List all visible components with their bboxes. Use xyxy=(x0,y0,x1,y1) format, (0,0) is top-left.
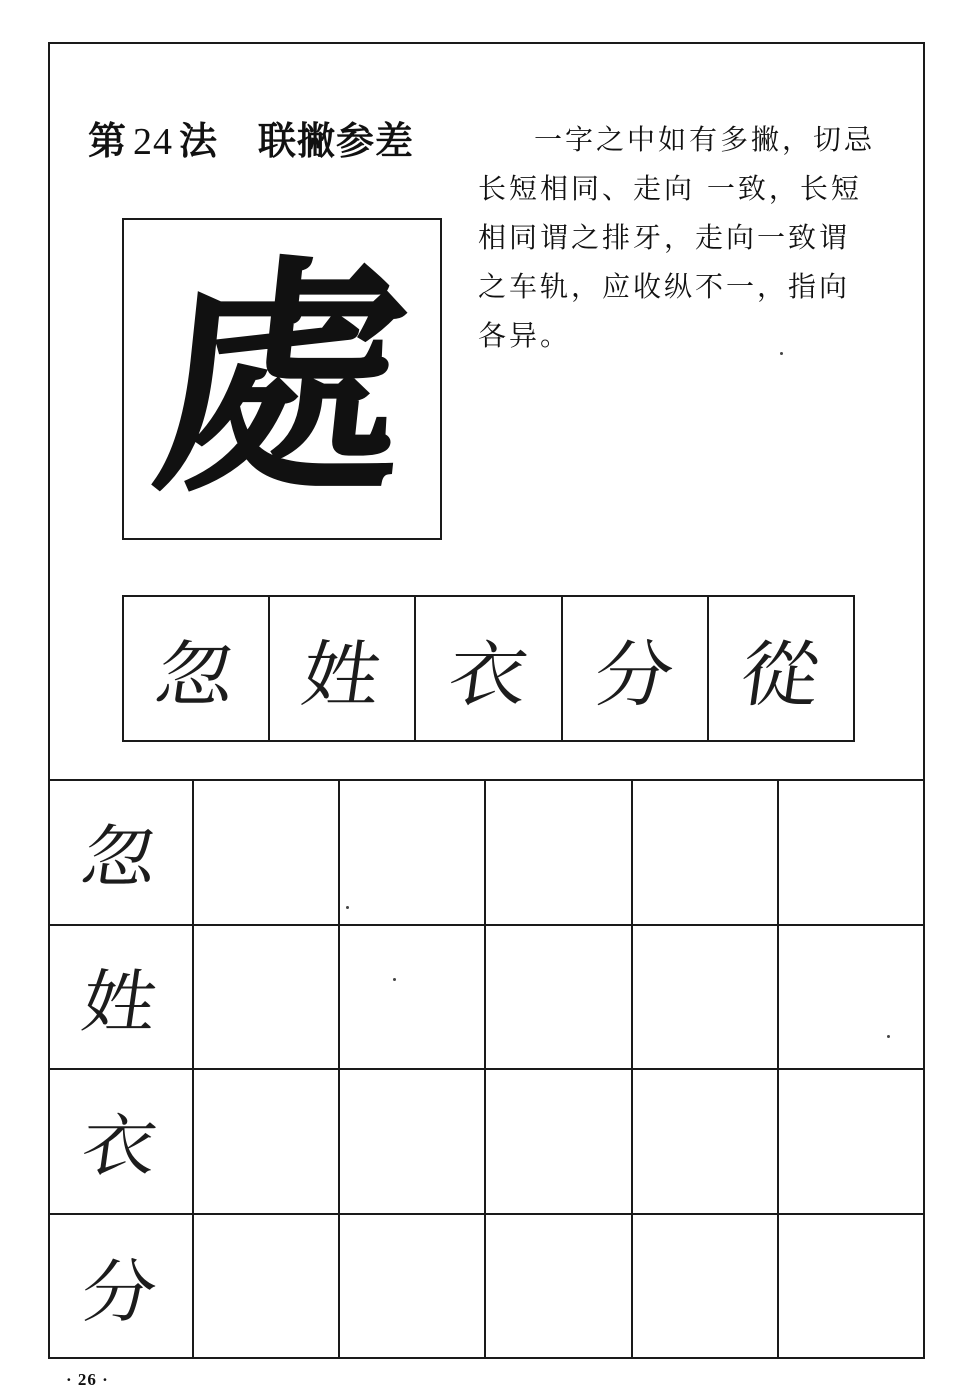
sample-character: 從 xyxy=(735,633,825,717)
practice-cell[interactable] xyxy=(633,781,779,926)
lesson-description: 一字之中如有多撇，切忌长短相同、走向 一致，长短相同谓之排牙，走向一致谓之车轨，应收纵不一，指向各异。 xyxy=(478,123,876,352)
lesson-title xyxy=(88,110,414,165)
practice-cell[interactable] xyxy=(633,1070,779,1215)
practice-cell[interactable] xyxy=(779,1215,925,1360)
practice-cell[interactable] xyxy=(486,926,632,1071)
practice-cell[interactable] xyxy=(633,926,779,1071)
title-topic: 联撇参差 xyxy=(258,119,415,163)
practice-cell[interactable] xyxy=(340,1215,486,1360)
practice-cell[interactable] xyxy=(486,1215,632,1360)
practice-cell[interactable] xyxy=(340,1070,486,1215)
sample-cell xyxy=(270,597,416,740)
print-speck xyxy=(346,906,349,909)
page-number: · 26 · xyxy=(66,1370,109,1389)
print-speck xyxy=(780,352,783,355)
sample-cell xyxy=(709,597,853,740)
practice-cell[interactable] xyxy=(194,781,340,926)
sample-character: 衣 xyxy=(442,633,533,717)
practice-row-label: 分 xyxy=(48,1215,194,1360)
practice-cell[interactable] xyxy=(340,926,486,1071)
practice-cell[interactable] xyxy=(779,1070,925,1215)
practice-cell[interactable] xyxy=(633,1215,779,1360)
sample-cell xyxy=(416,597,562,740)
practice-row-label: 忽 xyxy=(48,781,194,926)
title-suffix: 法 xyxy=(179,119,219,163)
title-number: 24 xyxy=(133,121,174,163)
practice-cell[interactable] xyxy=(779,926,925,1071)
print-speck xyxy=(393,978,396,981)
sample-cell xyxy=(563,597,709,740)
sample-character: 姓 xyxy=(296,633,387,717)
practice-cell[interactable] xyxy=(486,781,632,926)
practice-row-label: 姓 xyxy=(48,926,194,1071)
model-character-box xyxy=(122,218,442,540)
practice-cell[interactable] xyxy=(340,781,486,926)
model-character: 處 xyxy=(141,232,423,526)
sample-character: 忽 xyxy=(150,633,241,717)
practice-row-label: 衣 xyxy=(48,1070,194,1215)
practice-cell[interactable] xyxy=(194,1215,340,1360)
practice-cell[interactable] xyxy=(194,1070,340,1215)
practice-grid xyxy=(48,779,925,1359)
practice-cell[interactable] xyxy=(194,926,340,1071)
print-speck xyxy=(887,1035,890,1038)
practice-cell[interactable] xyxy=(486,1070,632,1215)
practice-cell[interactable] xyxy=(779,781,925,926)
title-prefix: 第 xyxy=(88,119,128,163)
sample-character-row xyxy=(122,595,855,742)
sample-cell xyxy=(124,597,270,740)
sample-character: 分 xyxy=(588,633,679,717)
